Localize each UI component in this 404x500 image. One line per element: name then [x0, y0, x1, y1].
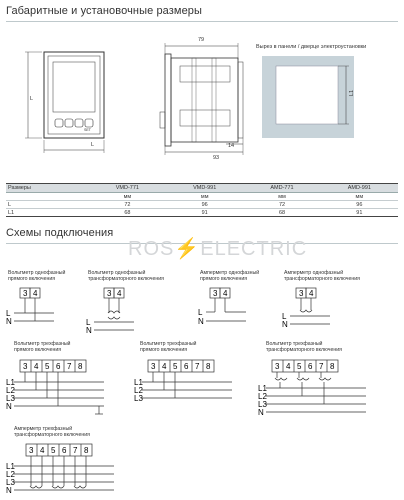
- svg-text:L2: L2: [6, 470, 15, 479]
- side-clip: [160, 112, 165, 128]
- right-button: [75, 119, 83, 127]
- svg-text:L2: L2: [258, 392, 267, 401]
- up-button: [85, 119, 93, 127]
- wiring-am1: [196, 286, 256, 334]
- table-row: L1 68 91 68 91: [6, 209, 398, 217]
- set-button-label: SET: [84, 128, 91, 132]
- svg-text:N: N: [282, 320, 288, 329]
- svg-text:4: 4: [286, 362, 291, 371]
- svg-text:L2: L2: [134, 386, 143, 395]
- table-header: AMD-771: [243, 184, 320, 193]
- wiring-vm3: [4, 358, 114, 418]
- svg-text:L1: L1: [258, 384, 267, 393]
- svg-text:5: 5: [51, 446, 56, 455]
- svg-text:L3: L3: [134, 394, 143, 403]
- svg-text:L: L: [282, 312, 287, 321]
- svg-text:L: L: [86, 318, 91, 327]
- table-row: мм мм мм мм: [6, 193, 398, 201]
- wiring-vm3t: [256, 358, 386, 418]
- table-header: AMD-991: [321, 184, 398, 193]
- svg-text:L2: L2: [6, 386, 15, 395]
- side-dim-bottom-label: 93: [213, 155, 220, 161]
- left-button: [65, 119, 73, 127]
- watermark-logo: ROS⚡ELECTRIC: [128, 238, 308, 260]
- svg-text:3: 3: [275, 362, 280, 371]
- svg-text:3: 3: [151, 362, 156, 371]
- svg-text:4: 4: [309, 289, 314, 298]
- front-buttons: [55, 119, 93, 127]
- svg-text:5: 5: [297, 362, 302, 371]
- svg-text:N: N: [6, 402, 12, 411]
- cutout-caption: Вырез в панели / дверце электроустановки: [256, 44, 367, 50]
- svg-text:7: 7: [67, 362, 72, 371]
- svg-text:L3: L3: [6, 394, 15, 403]
- svg-text:6: 6: [184, 362, 189, 371]
- side-front-panel: [165, 54, 171, 146]
- svg-text:8: 8: [78, 362, 83, 371]
- svg-text:N: N: [258, 408, 264, 417]
- svg-text:8: 8: [206, 362, 211, 371]
- svg-text:6: 6: [308, 362, 313, 371]
- svg-text:7: 7: [319, 362, 324, 371]
- svg-text:L: L: [6, 309, 11, 318]
- wiring-am1t: [280, 286, 340, 334]
- front-dim-bottom-label: L: [91, 142, 95, 148]
- svg-text:L3: L3: [258, 400, 267, 409]
- svg-text:8: 8: [84, 446, 89, 455]
- cutout-dim-label: L1: [349, 89, 356, 97]
- front-dim-side-label: L: [30, 96, 34, 102]
- table-row: L 72 96 72 96: [6, 201, 398, 209]
- side-dim-top-label: 79: [198, 37, 205, 43]
- svg-text:3: 3: [23, 289, 28, 298]
- meter-display: [53, 62, 95, 112]
- svg-text:L: L: [198, 308, 203, 317]
- svg-text:L1: L1: [6, 462, 15, 471]
- svg-text:3: 3: [213, 289, 218, 298]
- svg-text:N: N: [86, 326, 92, 335]
- panel-cutout-drawing: [262, 56, 372, 146]
- side-view-drawing: [150, 40, 255, 170]
- table-header: Размеры: [6, 184, 89, 193]
- svg-text:7: 7: [195, 362, 200, 371]
- meter-bezel: [48, 56, 100, 134]
- wiring-section-title: Схемы подключения: [6, 227, 114, 239]
- svg-text:4: 4: [34, 362, 39, 371]
- svg-text:4: 4: [162, 362, 167, 371]
- svg-text:L1: L1: [134, 378, 143, 387]
- svg-text:8: 8: [330, 362, 335, 371]
- svg-text:3: 3: [107, 289, 112, 298]
- diagram-caption: Амперметр однофазный трансформаторного включения: [284, 270, 360, 282]
- wiring-vm1: [4, 286, 64, 334]
- svg-text:5: 5: [45, 362, 50, 371]
- svg-text:5: 5: [173, 362, 178, 371]
- svg-text:4: 4: [223, 289, 228, 298]
- table-header: VMD-991: [166, 184, 243, 193]
- diagram-caption: Амперметр однофазный прямого включения: [200, 270, 260, 282]
- svg-text:4: 4: [33, 289, 38, 298]
- front-view-drawing: [18, 44, 113, 164]
- svg-text:6: 6: [62, 446, 67, 455]
- svg-text:3: 3: [23, 362, 28, 371]
- side-body: [171, 58, 238, 142]
- svg-text:4: 4: [117, 289, 122, 298]
- svg-text:N: N: [198, 317, 204, 326]
- diagram-caption: Вольтметр однофазный трансформаторного включения: [88, 270, 164, 282]
- svg-text:7: 7: [73, 446, 78, 455]
- diagram-caption: Вольтметр однофазный прямого включения: [8, 270, 66, 282]
- cutout-opening: [276, 66, 338, 124]
- svg-text:N: N: [6, 486, 12, 495]
- svg-text:L3: L3: [6, 478, 15, 487]
- specs-table: [6, 183, 398, 217]
- diagram-caption: Вольтметр трехфазный прямого включения: [140, 341, 197, 353]
- side-terminals: [238, 62, 243, 138]
- set-button: [55, 119, 63, 127]
- diagram-caption: Вольтметр трехфазный прямого включения: [14, 341, 71, 353]
- table-header-row: [6, 184, 398, 193]
- svg-text:4: 4: [40, 446, 45, 455]
- section-divider: [6, 21, 398, 22]
- svg-text:6: 6: [56, 362, 61, 371]
- wiring-vm3b: [132, 358, 242, 408]
- svg-text:N: N: [6, 317, 12, 326]
- svg-text:L1: L1: [6, 378, 15, 387]
- side-dim-small-label: 14: [228, 143, 235, 149]
- diagram-caption: Амперметр трехфазный трансформаторного включения: [14, 426, 90, 438]
- dimensions-section-title: Габаритные и установочные размеры: [6, 5, 203, 17]
- wiring-vm1t: [84, 286, 144, 336]
- svg-text:3: 3: [299, 289, 304, 298]
- diagram-caption: Вольтметр трехфазный трансформаторного включения: [266, 341, 342, 353]
- svg-text:3: 3: [29, 446, 34, 455]
- wiring-am3t: [4, 442, 124, 500]
- table-header: VMD-771: [89, 184, 166, 193]
